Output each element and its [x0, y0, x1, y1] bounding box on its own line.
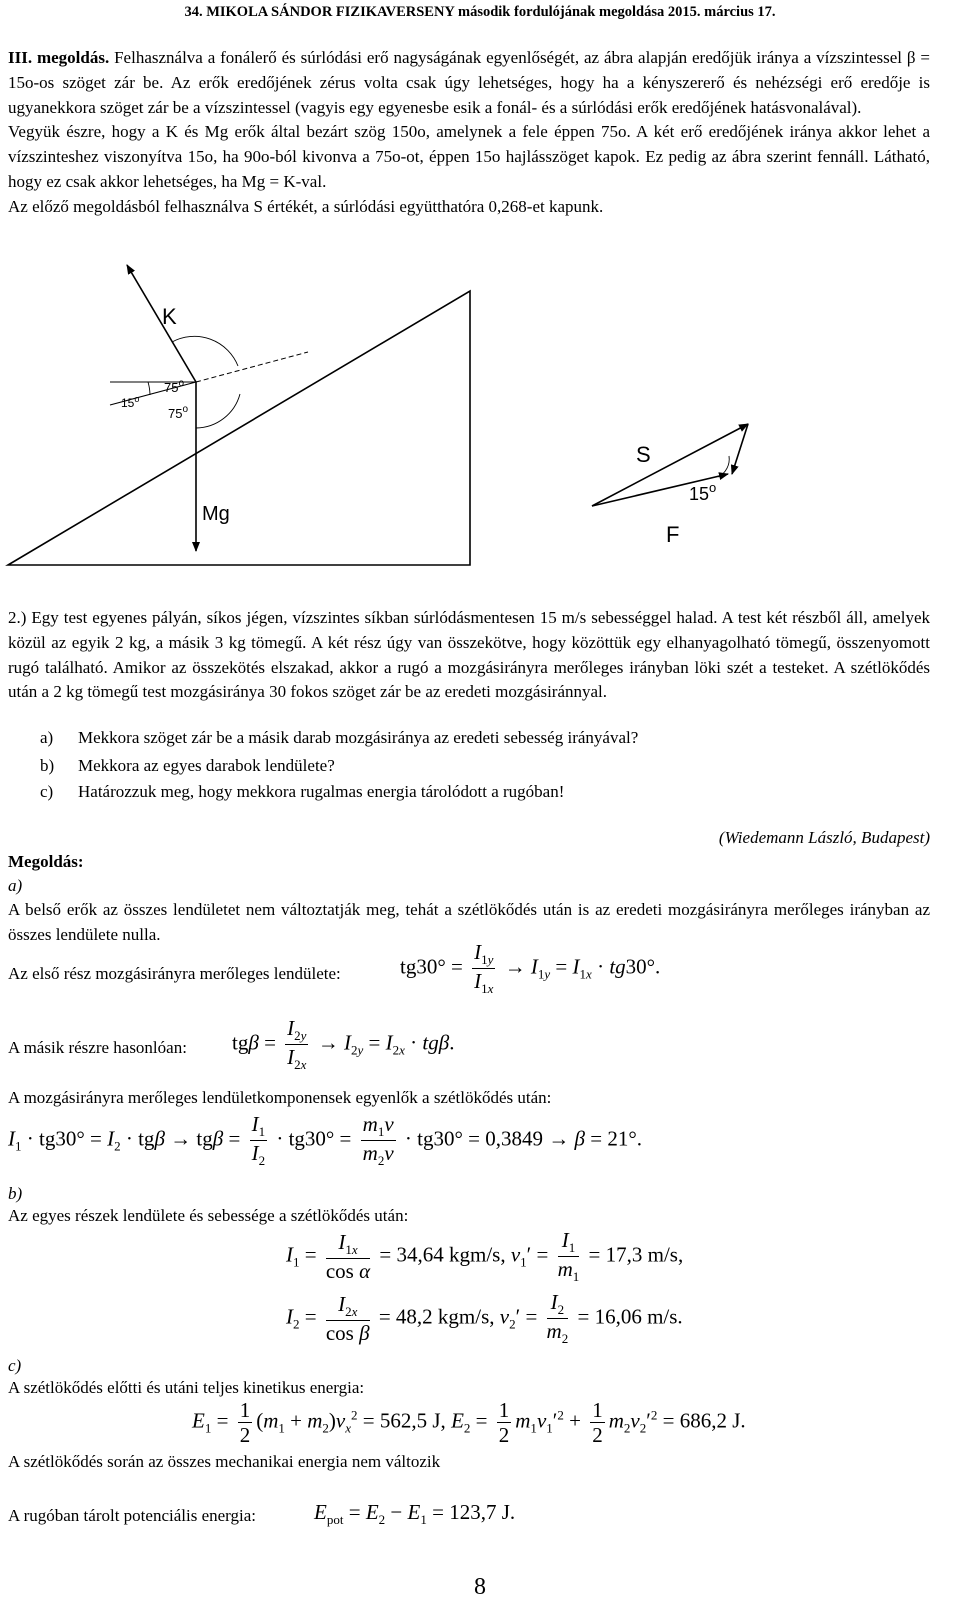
solution-b-label: b) [8, 1184, 23, 1203]
author: (Wiedemann László, Budapest) [718, 828, 930, 847]
solution-a-text: A belső erők az összes lendületet nem változtatják meg, tehát a szétlökődés után is az eredeti mozgásirányra merőleges irányban az összes lendülete nulla. [8, 900, 930, 944]
solution3-p3: Az előző megoldásból felhasználva S értékét, a súrlódási együtthatóra 0,268-et kapunk. [8, 196, 604, 216]
eq-beta: $I_1 \cdot tg30^\circ = I_2 \cdot tg\beta \to tg\beta$ = $\frac{I_1}{I_2}$ · tg30° = $\frac{m_1v}{m_2v}$ · tg30° = 0,3849 → β = 21°. [8, 1112, 642, 1169]
incline-triangle [8, 291, 470, 565]
angle-bottom-label: 75$^o$ [168, 404, 189, 421]
eq-potential: $E_{pot} = E_2 - E_1 = 123,7$ J. [314, 1500, 516, 1528]
eq-I2-v2: $I_2$ = $\frac{I_{2x}}{\text{cos β}}$ = 48,2 kgm/s, $v_2'$ = $\frac{I_2}{m_2}$ = 16,06 m/s. [286, 1290, 683, 1347]
label-K: K [162, 304, 177, 329]
label-Mg: Mg [202, 503, 230, 525]
solution-c-text2: A szétlökődés során az összes mechanikai energia nem változik [8, 1452, 441, 1471]
potential-energy-text: A rugóban tárolt potenciális energia: [8, 1506, 257, 1525]
angle-left-label: 15$^o$ [121, 394, 140, 410]
solution-c-text: A szétlökődés előtti és utáni teljes kinetikus energia: [8, 1378, 365, 1397]
solution-title: Megoldás: [8, 852, 84, 871]
equal-components-text: A mozgásirányra merőleges lendületkomponensek egyenlők a szétlökődés után: [8, 1088, 552, 1107]
force-diagram [0, 258, 960, 576]
dashed-line [196, 352, 308, 382]
solution-c-label: c) [8, 1356, 22, 1375]
question-c: c) Határozzuk meg, hogy mekkora rugalmas energia tárolódott a rugóban! [40, 782, 565, 801]
angle-arc-left [148, 382, 150, 395]
angle-arc-top [172, 336, 238, 366]
eq-energies: $E_1$ = $\frac{1}{2}$ $(m_1 + m_2)v_x^2 = 562,5$ J, $E_2$ = $\frac{1}{2}$ $m_1v_1'^2$ + $\frac{1}{2}$ $m_2v_2'^2 = 686,2$ J. [192, 1398, 746, 1448]
angle-SF-label: 15$^o$ [689, 480, 717, 504]
label-F: F [666, 522, 680, 547]
question-b: b) Mekkora az egyes darabok lendülete? [40, 756, 335, 775]
label-S: S [636, 442, 651, 467]
eq-first-part: tg30° = $\frac{I_{1y}}{I_{1x}}$ → $I_{1y} = I_{1x} \cdot tg30^\circ$. [400, 940, 661, 997]
solution3-p1: III. megoldás. Felhasználva a fonálerő és súrlódási erő nagyságának egyenlőségét, az ábra alapján eredőjük iránya a vízszintessel β = 15o-os szöget zár be. Az erők eredőjének zérus volta csak úgy lehetséges, hogy ha a kényszererő és nehézségi erő eredője is ugyanekkora szöget zár be a vízszintessel (vagyis egy egyenesbe esik a fonál- és a súrlódási erők eredőjének hatásvonalával). [8, 48, 930, 117]
angle-top-label: 75$^o$ [164, 378, 185, 395]
angle-arc-bottom [196, 394, 240, 428]
solution-a-label: a) [8, 876, 23, 895]
eq-I1-v1: $I_1$ = $\frac{I_{1x}}{\text{cos α}}$ = 34,64 kgm/s, $v_1'$ = $\frac{I_1}{m_1}$ = 17,3 m/s, [286, 1228, 684, 1285]
solution3-text [8, 46, 930, 220]
solution-b-text: Az egyes részek lendülete és sebessége a szétlökődés után: [8, 1206, 409, 1225]
solution3-p2: Vegyük észre, hogy a K és Mg erők által bezárt szög 150o, amelynek a fele éppen 75o. A két erő eredőjének iránya akkor lehet a vízszinteshez viszonyítva 15o, ha 90o-ból kivonva a 75o-ot, éppen 15o hajlásszöget kapok. Ez pedig az ábra szerint fennáll. Látható, hogy ez csak akkor lehetséges, ha Mg = K-val. [8, 122, 930, 191]
eq-second-part: tgβ = $\frac{I_{2y}}{I_{2x}}$ → $I_{2y} = I_{2x} \cdot tg\beta$. [232, 1016, 455, 1073]
S-arrow [592, 424, 748, 506]
second-part-text: A másik részre hasonlóan: [8, 1038, 187, 1057]
first-part-text: Az első rész mozgásirányra merőleges lendülete: [8, 964, 341, 983]
solution3-label: III. megoldás. [8, 48, 110, 67]
page-number: 8 [474, 1574, 486, 1600]
question-a: a) Mekkora szöget zár be a másik darab mozgásiránya az eredeti sebesség irányával? [40, 728, 639, 747]
page-header: 34. MIKOLA SÁNDOR FIZIKAVERSENY második fordulójának megoldása 2015. március 17. [184, 4, 776, 20]
problem2-intro: 2.) Egy test egyenes pályán, síkos jégen, vízszintes síkban súrlódásmentesen 15 m/s sebességgel halad. A test két részből áll, amelyek közül az egyik 2 kg, a másik 3 kg tömegű. A két rész úgy van összekötve, hogy közöttük egy elhanyagolható tömegű, összenyomott rugó található. Amikor az összekötés elszakad, akkor a rugó a mozgásirányra merőleges irányban löki szét a testeket. A szétlökődés után a 2 kg tömegű test mozgásiránya 30 fokos szöget zár be az eredeti mozgásiránnyal. [8, 608, 930, 702]
